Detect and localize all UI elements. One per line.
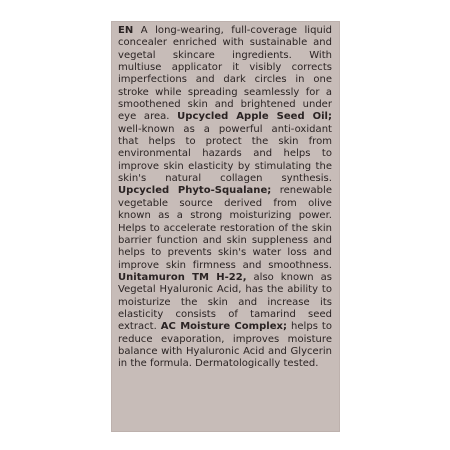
footer-note: Dermatologically tested. <box>195 358 319 370</box>
ingredient-4-text: helps to reduce evaporation, improves moisture balance with Hyaluronic Acid and Glycerin in the formula. <box>118 321 333 370</box>
ingredient-4-name: AC Moisture Complex; <box>160 321 288 333</box>
intro-text: A long-wearing, full-coverage liquid concealer enriched with sustainable and vegetal skincare ingredients. With multiuse applicator it visibly corrects imperfections and dark circles in one stroke while spreading seamlessly for a smoothened skin and brightened under eye area. <box>118 25 332 123</box>
ingredient-1-name: Upcycled Apple Seed Oil; <box>177 111 333 123</box>
ingredient-2-text: renewable vegetable source derived from olive known as a strong moisturizing power. Helps to accelerate restoration of the skin barrier function and skin suppleness and helps to prevents skin's water loss and improve skin firmness and smoothness. <box>118 185 332 271</box>
ingredient-1-text: well-known as a powerful anti-oxidant that helps to protect the skin from environmental hazards and helps to improve skin elasticity by stimulating the skin's natural collagen synthesis. <box>118 123 332 185</box>
label-panel <box>111 21 340 432</box>
ingredient-2-name: Upcycled Phyto-Squalane; <box>118 185 272 197</box>
ingredient-3-name: Unitamuron TM H-22, <box>118 271 247 283</box>
ingredient-3-text: also known as Vegetal Hyaluronic Acid, has the ability to moisturize the skin and increase its elasticity consists of tamarind seed extract. <box>118 271 332 333</box>
label-body-text <box>118 25 332 371</box>
language-code: EN <box>118 25 134 36</box>
